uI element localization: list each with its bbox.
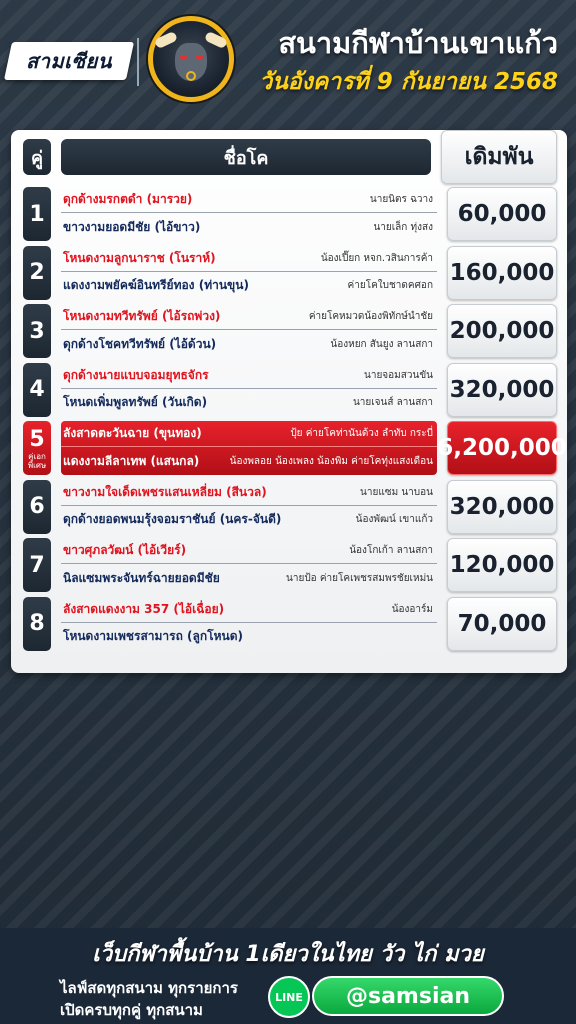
bet-amount: 60,000 bbox=[447, 187, 557, 241]
pair-number-value: 1 bbox=[29, 201, 45, 227]
line-handle-button[interactable]: @samsian bbox=[312, 976, 504, 1016]
owner-a: นายนิตร ฉวาง bbox=[369, 194, 433, 205]
bull-name-a: โหนดงามลูกนาราช (โนราห์) bbox=[63, 250, 216, 265]
bull-name-b: แดงงามลีลาเทพ (แสนกล) bbox=[63, 453, 200, 468]
bull-name-a: ลังสาดแดงงาม 357 (ไอ้เฉื่อย) bbox=[63, 601, 225, 616]
pair-number bbox=[23, 480, 51, 534]
owner-a: ปุ้ย ค่ายโคท่านันด้วง ลำทับ กระบี่ bbox=[290, 428, 433, 439]
contestant-b bbox=[61, 390, 437, 416]
bet-amount: 160,000 bbox=[447, 246, 557, 300]
owner-b: น้องพัฒน์ เขาแก้ว bbox=[355, 514, 433, 525]
bull-name-a: ขาวงามใจเด็ดเพชรแสนเหลี่ยม (สีนวล) bbox=[63, 484, 267, 499]
match-row bbox=[11, 187, 567, 241]
pair-number bbox=[23, 421, 51, 475]
contestant-a bbox=[61, 597, 437, 623]
owner-b: น้องพลอย น้องเพลง น้องพิม ค่ายโคทุ่งแสงเดือน bbox=[229, 455, 433, 467]
pair-number bbox=[23, 187, 51, 241]
footer-subtext-live: ไลฟ์สดทุกสนาม ทุกรายการ bbox=[60, 979, 238, 997]
col-header-pair: คู่ bbox=[23, 139, 51, 175]
match-row bbox=[11, 597, 567, 651]
bet-amount: 320,000 bbox=[447, 480, 557, 534]
bull-name-a: ลังสาดตะวันฉาย (ขุนทอง) bbox=[63, 426, 202, 440]
contestant-b bbox=[61, 331, 437, 357]
bull-name-a: โหนดงามทวีทรัพย์ (ไอ้รถพ่วง) bbox=[63, 309, 221, 323]
owner-b: ค่ายโคใบชาดคศอก bbox=[347, 280, 433, 291]
contestant-b bbox=[61, 214, 437, 240]
bull-name-b: ดุกด้างยอดพนมรุ้งจอมราชันย์ (นคร-จันดี) bbox=[63, 512, 282, 526]
contestant-b bbox=[61, 448, 437, 474]
bet-amount: 70,000 bbox=[447, 597, 557, 651]
owner-a: น้องโกเก้า ลานสกา bbox=[349, 545, 433, 556]
col-header-name: ชื่อโค bbox=[61, 139, 431, 175]
contestants bbox=[61, 421, 437, 475]
header bbox=[0, 0, 576, 112]
contestants bbox=[61, 246, 437, 300]
bull-name-b: แดงงามพยัคฆ์อินทรีย์ทอง (ท่านขุน) bbox=[63, 278, 249, 292]
contestant-a bbox=[61, 480, 437, 506]
line-icon[interactable]: LINE bbox=[268, 976, 310, 1018]
pair-number-value: 5 bbox=[29, 426, 45, 452]
bull-name-b: ดุกด้างโชคทวีทรัพย์ (ไอ้ด้วน) bbox=[63, 336, 217, 351]
bull-name-b: นิลแซมพระจันทร์ฉายยอดมีชัย bbox=[63, 570, 220, 585]
pair-number-value: 3 bbox=[29, 318, 45, 344]
stadium-title: สนามกีฬาบ้านเขาแก้ว bbox=[278, 26, 558, 60]
bet-amount: 200,000 bbox=[447, 304, 557, 358]
special-pair-badge: คู่เอกพิเศษ bbox=[27, 451, 47, 470]
pair-number bbox=[23, 538, 51, 592]
owner-b: นายเจนส์ ลานสกา bbox=[352, 397, 433, 408]
owner-a: นายแซม นาบอน bbox=[360, 486, 433, 498]
owner-b: นายป้อ ค่ายโคเพชรสมพรชัยเหม่น bbox=[286, 572, 433, 584]
contestant-a bbox=[61, 363, 437, 389]
bet-amount: 120,000 bbox=[447, 538, 557, 592]
contestant-a bbox=[61, 304, 437, 330]
match-row bbox=[11, 421, 567, 475]
owner-a: นายจอมสวนขัน bbox=[364, 369, 433, 381]
contestant-a bbox=[61, 421, 437, 447]
pair-number bbox=[23, 304, 51, 358]
contestants bbox=[61, 480, 437, 534]
brand-name: สามเซียน bbox=[26, 49, 112, 73]
pair-number bbox=[23, 597, 51, 651]
owner-a: น้องเปี๊ยก หจก.วสินการค้า bbox=[320, 252, 433, 264]
bull-name-b: โหนดเพิ่มพูลทรัพย์ (วันเกิด) bbox=[63, 395, 208, 409]
col-header-bet: เดิมพัน bbox=[441, 130, 557, 184]
contestants bbox=[61, 187, 437, 241]
contestant-a bbox=[61, 538, 437, 564]
match-row bbox=[11, 480, 567, 534]
contestant-a bbox=[61, 187, 437, 213]
match-row bbox=[11, 363, 567, 417]
match-row bbox=[11, 246, 567, 300]
contestant-b bbox=[61, 273, 437, 299]
pair-number-value: 2 bbox=[29, 260, 45, 285]
contestants bbox=[61, 597, 437, 651]
pair-number-value: 6 bbox=[29, 494, 45, 519]
pair-number bbox=[23, 363, 51, 417]
contestant-b bbox=[61, 565, 437, 591]
contestants bbox=[61, 538, 437, 592]
footer-subtext-open: เปิดครบทุกคู่ ทุกสนาม bbox=[60, 1001, 203, 1019]
contestants bbox=[61, 363, 437, 417]
owner-a: น้องอาร์ม bbox=[391, 603, 433, 615]
header-divider bbox=[137, 38, 139, 86]
event-date: วันอังคารที่ 9 กันยายน 2568 bbox=[259, 69, 558, 95]
bet-amount: 6,200,000 bbox=[447, 421, 557, 475]
contestants bbox=[61, 304, 437, 358]
pair-number bbox=[23, 246, 51, 300]
bull-name-b: โหนดงามเพชรสามารถ (ลูกโหนด) bbox=[63, 629, 243, 643]
owner-b: น้องหยก สันยูง ลานสกา bbox=[330, 338, 433, 350]
bull-name-a: ขาวศุภลวัฒน์ (ไอ้เวียร์) bbox=[63, 543, 187, 557]
pair-number-value: 8 bbox=[29, 611, 45, 636]
footer-tagline: เว็บกีฬาพื้นบ้าน 1เดียวในไทย วัว ไก่ มวย bbox=[92, 942, 484, 967]
contestant-b bbox=[61, 624, 437, 650]
contestant-b bbox=[61, 507, 437, 533]
owner-a: ค่ายโคหมวดน้องพิทักษ์นำชัย bbox=[308, 311, 433, 322]
owner-b: นายเล็ก ทุ่งสง bbox=[373, 221, 433, 233]
pair-number-value: 4 bbox=[29, 377, 45, 402]
bull-logo-icon bbox=[148, 16, 234, 102]
bull-name-a: ดุกด้างมรกตดำ (มารวย) bbox=[63, 192, 193, 206]
pair-number-value: 7 bbox=[29, 552, 45, 578]
contestant-a bbox=[61, 246, 437, 272]
bull-name-b: ขาวงามยอดมีชัย (ไอ้ขาว) bbox=[63, 219, 201, 234]
match-row bbox=[11, 304, 567, 358]
match-row bbox=[11, 538, 567, 592]
bet-amount: 320,000 bbox=[447, 363, 557, 417]
match-table bbox=[11, 130, 567, 673]
bull-name-a: ดุกด้างนายแบบจอมยุทธจักร bbox=[63, 367, 209, 382]
brand-logo bbox=[4, 42, 134, 80]
